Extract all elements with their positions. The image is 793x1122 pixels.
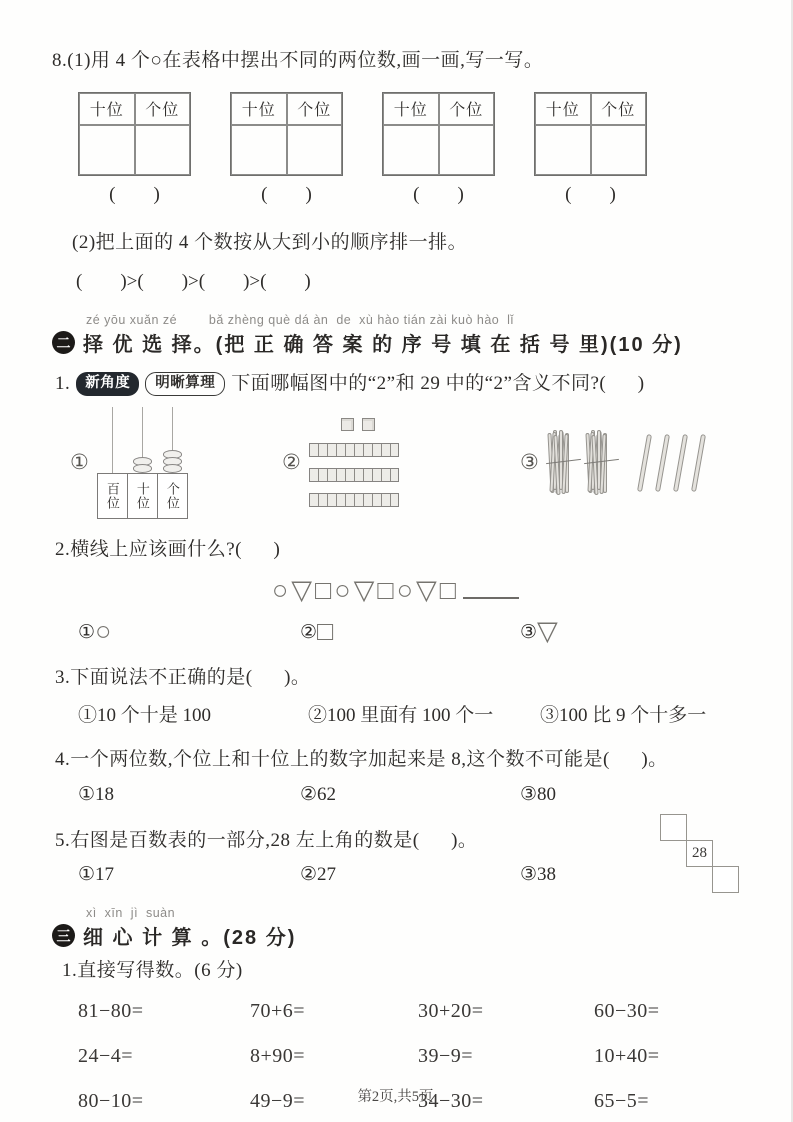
section2-number-icon: 二 xyxy=(52,331,75,354)
abacus-rod xyxy=(142,407,144,459)
q8-part1-text: 8.(1)用 4 个○在表格中摆出不同的两位数,画一画,写一写。 xyxy=(52,50,544,71)
pv-header-ones: 个位 xyxy=(591,93,647,125)
loose-stick xyxy=(673,434,688,492)
loose-stick xyxy=(637,434,652,492)
option3-marker: ③ xyxy=(520,450,539,475)
q1-text: 下面哪幅图中的“2”和 29 中的“2”含义不同?( ) xyxy=(231,373,645,395)
unit-cube xyxy=(362,418,375,431)
q3-option-3: ③100 比 9 个十多一 xyxy=(540,705,707,727)
pv-cell-empty xyxy=(231,125,287,175)
pattern-shapes: ○▽□○▽□○▽□ xyxy=(271,574,460,605)
calc-expression: 39−9= xyxy=(418,1045,474,1068)
ten-rods xyxy=(309,443,399,507)
place-value-table-2 xyxy=(230,92,343,176)
abacus-label: 十位 xyxy=(127,473,158,519)
pv-header-tens: 十位 xyxy=(383,93,439,125)
abacus-image xyxy=(97,407,188,519)
place-value-tables xyxy=(78,92,791,176)
hundred-chart-cell-28: 28 xyxy=(686,840,713,867)
place-value-table-1 xyxy=(78,92,191,176)
badge-new-angle: 新角度 xyxy=(76,372,139,396)
loose-sticks xyxy=(642,434,701,492)
stick-bundles xyxy=(548,430,617,496)
hundred-chart-fragment xyxy=(660,814,742,896)
abacus-column-tens xyxy=(127,407,158,519)
stick-bundle xyxy=(548,430,579,496)
pv-cell-empty xyxy=(383,125,439,175)
answer-parens: ( ) xyxy=(261,183,312,205)
section3-number-icon: 三 xyxy=(52,924,75,947)
q4-option-3: ③80 xyxy=(520,783,557,805)
place-value-table-3 xyxy=(382,92,495,176)
q5-option-1: ①17 xyxy=(78,864,115,886)
q2-option-1 xyxy=(78,616,300,647)
q4-options xyxy=(78,783,791,806)
option1-marker: ① xyxy=(70,450,89,475)
option-marker: ② xyxy=(300,621,318,643)
abacus-column-hundreds xyxy=(97,407,128,519)
q3-options xyxy=(78,700,791,727)
calc-expression: 80−10= xyxy=(78,1090,144,1113)
section2-pinyin: zé yōu xuǎn zé bǎ zhèng què dá àn de xù hào tián zài kuò hào lǐ xyxy=(86,313,514,328)
pv-header-tens: 十位 xyxy=(231,93,287,125)
option-marker: ③ xyxy=(520,621,538,643)
abacus-column-ones xyxy=(157,407,188,519)
figure-base-ten-blocks xyxy=(282,405,520,521)
pv-header-tens: 十位 xyxy=(535,93,591,125)
calc-expression: 65−5= xyxy=(594,1090,650,1113)
q1-number: 1. xyxy=(55,373,71,395)
option-marker: ① xyxy=(78,621,96,643)
section3-pinyin: xì xīn jì suàn xyxy=(86,906,176,921)
q5-text: 5.右图是百数表的一部分,28 左上角的数是( )。 xyxy=(55,829,478,851)
figure-stick-bundles xyxy=(520,405,701,521)
abacus-bead xyxy=(133,464,152,473)
shape-pattern xyxy=(0,575,791,606)
pattern-blank-line xyxy=(463,597,519,599)
unit-cubes xyxy=(341,418,399,431)
figure-abacus xyxy=(70,405,282,521)
hundred-chart-cell-empty xyxy=(712,866,739,893)
abacus-rod xyxy=(172,407,174,452)
calc-expression: 24−4= xyxy=(78,1045,134,1068)
q3-option-2: ②100 里面有 100 个一 xyxy=(308,705,494,727)
q2-text: 2.横线上应该画什么?( ) xyxy=(55,538,281,560)
q2-option-2 xyxy=(300,616,520,647)
triangle-shape: ▽ xyxy=(537,615,558,646)
calc-expression: 60−30= xyxy=(594,1000,660,1023)
calc-expression: 34−30= xyxy=(418,1090,484,1113)
answer-parens: ( ) xyxy=(565,183,616,205)
pv-cell-empty xyxy=(287,125,343,175)
pv-cell-empty xyxy=(591,125,647,175)
ordering-blanks: ( )>( )>( )>( ) xyxy=(76,271,311,293)
answer-parens-row xyxy=(78,184,791,206)
pv-header-tens: 十位 xyxy=(79,93,135,125)
abacus-label: 百位 xyxy=(97,473,128,519)
q4-option-1: ①18 xyxy=(78,783,115,805)
blocks-image xyxy=(309,418,399,507)
pv-header-ones: 个位 xyxy=(287,93,343,125)
pv-header-ones: 个位 xyxy=(439,93,495,125)
q5-option-2: ②27 xyxy=(300,864,337,886)
calc-expression: 49−9= xyxy=(250,1090,306,1113)
circle-shape: ○ xyxy=(95,615,112,646)
abacus-rod xyxy=(112,407,114,473)
calc-expression: 81−80= xyxy=(78,1000,144,1023)
loose-stick xyxy=(655,434,670,492)
calc-expression: 10+40= xyxy=(594,1045,660,1068)
q5-option-3: ③38 xyxy=(520,864,557,886)
section2-header xyxy=(52,313,791,357)
place-value-table-4 xyxy=(534,92,647,176)
square-shape: □ xyxy=(317,615,334,646)
pv-cell-empty xyxy=(439,125,495,175)
ten-rod xyxy=(309,443,399,457)
answer-parens: ( ) xyxy=(109,183,160,205)
q1-figures xyxy=(70,405,791,521)
pv-cell-empty xyxy=(535,125,591,175)
pv-cell-empty xyxy=(79,125,135,175)
ten-rod xyxy=(309,468,399,482)
abacus-bead xyxy=(163,464,182,473)
calc-title: 1.直接写得数。(6 分) xyxy=(62,960,243,982)
section2-title: 择 优 选 择。(把 正 确 答 案 的 序 号 填 在 括 号 里)(10 分) xyxy=(83,334,683,357)
ten-rod xyxy=(309,493,399,507)
q4-text: 4.一个两位数,个位上和十位上的数字加起来是 8,这个数不可能是( )。 xyxy=(55,749,668,771)
calc-expression: 70+6= xyxy=(250,1000,306,1023)
pv-header-ones: 个位 xyxy=(135,93,191,125)
hundred-chart-cell-empty xyxy=(660,814,687,841)
stick-bundle xyxy=(586,430,617,496)
calc-expression: 8+90= xyxy=(250,1045,306,1068)
section3-title: 细 心 计 算 。(28 分) xyxy=(83,927,297,950)
q3-text: 3.下面说法不正确的是( )。 xyxy=(55,666,311,688)
q3-option-1: ①10 个十是 100 xyxy=(78,705,212,727)
q8-part2-text: (2)把上面的 4 个数按从大到小的顺序排一排。 xyxy=(72,231,468,253)
q4-option-2: ②62 xyxy=(300,783,337,805)
abacus-beads xyxy=(133,459,152,473)
pv-cell-empty xyxy=(135,125,191,175)
section3-header xyxy=(52,906,791,950)
abacus-beads xyxy=(163,452,182,473)
unit-cube xyxy=(341,418,354,431)
page-footer: 第2页,共5页 xyxy=(357,1089,434,1105)
calc-expression: 30+20= xyxy=(418,1000,484,1023)
abacus-label: 个位 xyxy=(157,473,188,519)
q2-option-3 xyxy=(520,616,791,647)
option2-marker: ② xyxy=(282,450,301,475)
q2-options xyxy=(78,616,791,647)
answer-parens: ( ) xyxy=(413,183,464,205)
loose-stick xyxy=(691,434,706,492)
badge-clear-reasoning: 明晰算理 xyxy=(145,372,225,396)
